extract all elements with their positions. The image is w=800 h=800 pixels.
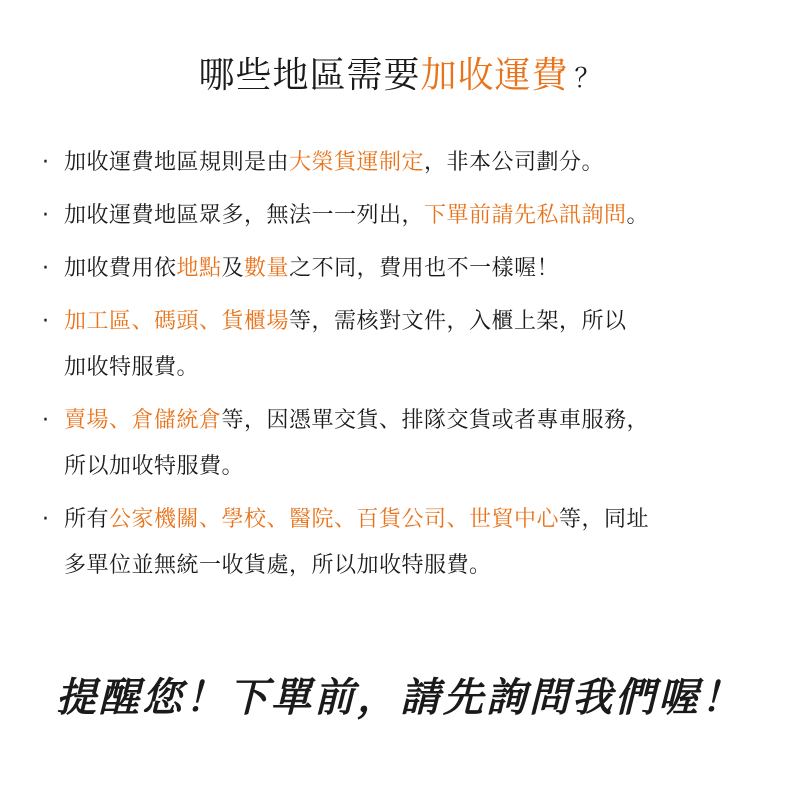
highlight-text: 賣場、倉儲統倉 [64, 408, 222, 433]
list-item-line [64, 193, 780, 239]
body-text: 加收運費地區規則是由 [64, 150, 290, 175]
list-item-line [64, 444, 780, 490]
body-text: 加收運費地區眾多，無法一一列出， [64, 203, 425, 228]
list-item-line [64, 246, 780, 292]
list-item [40, 398, 780, 490]
body-text: ，非本公司劃分。 [424, 150, 605, 175]
body-text: 。 [626, 203, 650, 228]
list-item-line [64, 543, 780, 589]
bullet-icon: · [42, 408, 50, 433]
list-item [40, 193, 780, 239]
body-text: 多單位並無統一收貨處，所以加收特服費。 [64, 553, 492, 578]
list-item [40, 497, 780, 589]
body-text: 所有 [64, 507, 110, 532]
highlight-text: 公家機關、學校、醫院、百貨公司、世貿中心 [109, 507, 560, 532]
list-item-line [64, 140, 780, 186]
body-text: 及 [221, 256, 245, 281]
bullet-icon: · [42, 309, 50, 334]
list-item [40, 140, 780, 186]
highlight-text: 下單前請先私訊詢問 [424, 203, 627, 228]
list-item-line [64, 345, 780, 391]
bullet-icon: · [42, 256, 50, 281]
bullet-icon: · [42, 150, 50, 175]
highlight-text: 大榮貨運制定 [289, 150, 425, 175]
body-text: 等，因憑單交貨、排隊交貨或者專車服務， [221, 408, 650, 433]
bullet-icon: · [42, 203, 50, 228]
body-text: 等，需核對文件，入櫃上架，所以 [289, 309, 627, 334]
page-title [0, 50, 800, 105]
title-question-mark: ？ [574, 64, 602, 94]
body-text: 之不同，費用也不一樣喔！ [289, 256, 560, 281]
body-text: 等，同址 [559, 507, 650, 532]
highlight-text: 地點 [176, 256, 222, 281]
body-text: 加收特服費。 [64, 355, 200, 380]
title-highlight: 加收運費 [420, 55, 569, 96]
rules-list [40, 140, 780, 596]
list-item-line [64, 497, 780, 543]
list-item-line [64, 299, 780, 345]
list-item [40, 299, 780, 391]
list-item-line [64, 398, 780, 444]
body-text: 加收費用依 [64, 256, 177, 281]
list-item [40, 246, 780, 292]
reminder-footer: 提醒您！下單前，請先詢問我們喔！ [56, 675, 744, 721]
highlight-text: 加工區、碼頭、貨櫃場 [64, 309, 290, 334]
title-prefix: 哪些地區需要 [198, 55, 421, 96]
body-text: 所以加收特服費。 [64, 454, 245, 479]
bullet-icon: · [42, 507, 50, 532]
highlight-text: 數量 [244, 256, 290, 281]
